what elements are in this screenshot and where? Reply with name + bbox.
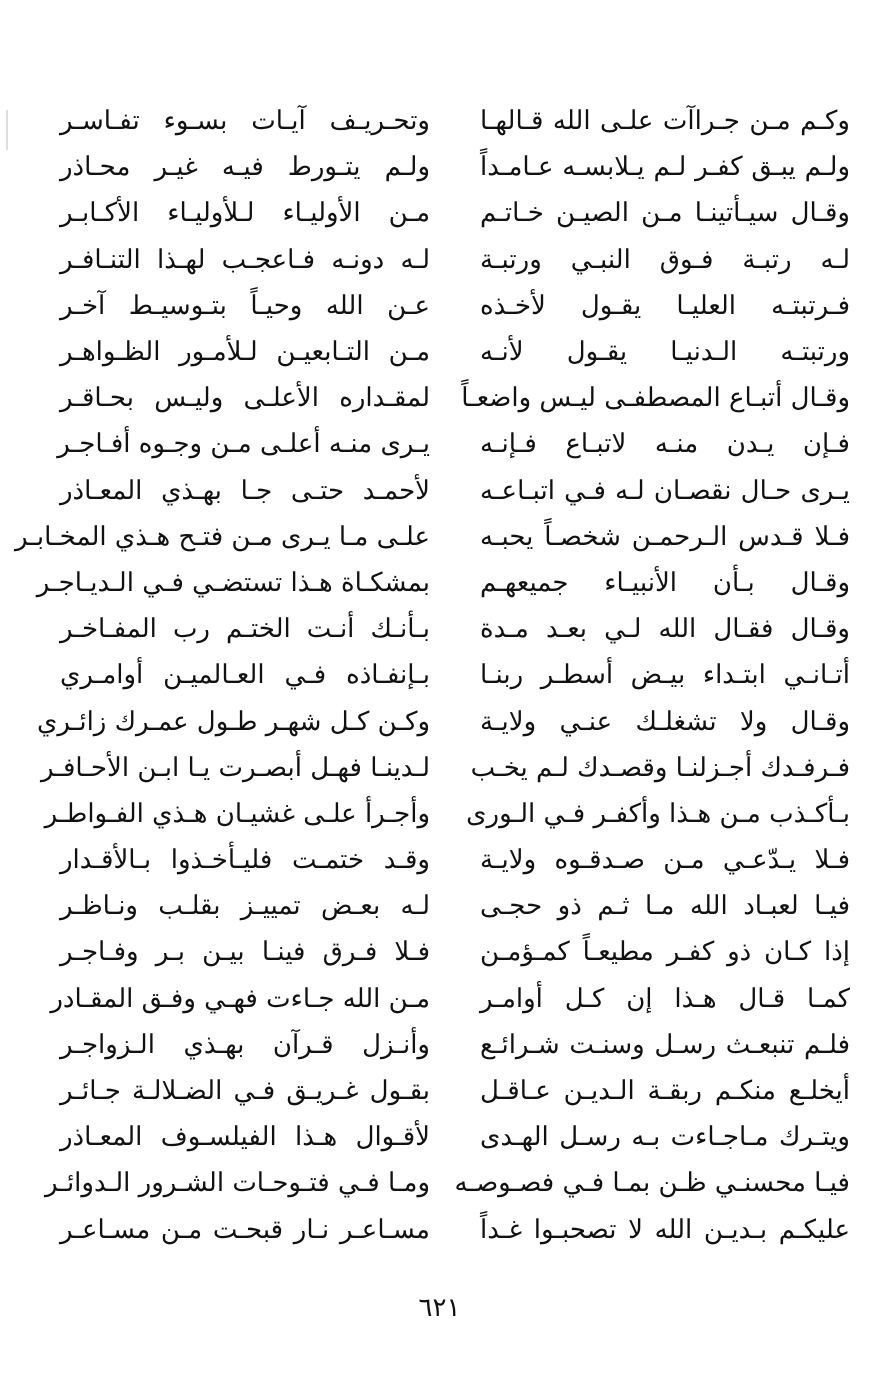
verse-row — [60, 283, 850, 329]
verse-first-hemistich: عليكـم بـديـن الله لا تصحبـوا غـداً — [480, 1214, 850, 1245]
verse-first-hemistich: لـه رتبـة فـوق النبـي ورتبـة — [480, 244, 850, 275]
verse-row — [57, 421, 850, 467]
verse-first-hemistich: أتـانـي ابتـداء بيـض أسطـر ربنـا — [480, 660, 850, 691]
verse-second-hemistich: بمشكـاة هـذا تستضـي فـي الـديـاجـر — [36, 567, 430, 598]
verse-second-hemistich: ولـم يتـورط فيـه غيـر محـاذر — [60, 152, 430, 183]
verse-first-hemistich: فـرفـدك أجـزلنـا وقصـدك لـم يخـب — [470, 752, 850, 783]
verse-second-hemistich: لـه دونـه فـاعجـب لهـذا التنـافـر — [60, 244, 430, 275]
verse-row — [60, 1022, 850, 1068]
verse-first-hemistich: وقـال بـأن الأنبيـاء جميعهـم — [480, 567, 850, 598]
verse-second-hemistich: لأقـوال هـذا الفيلسـوف المعـاذر — [60, 1122, 430, 1153]
verse-row — [60, 652, 850, 698]
verse-first-hemistich: يـرى حـال نقصـان لـه فـي اتبـاعـه — [480, 475, 850, 506]
verse-second-hemistich: لـه بعـض تمييـز بقلـب ونـاظـر — [60, 891, 430, 922]
verse-first-hemistich: وقـال أتبـاع المصطفـى ليـس واضعـاً — [461, 383, 850, 414]
verse-second-hemistich: مـن التـابعيـن لـلأمـور الظـواهـر — [60, 337, 430, 368]
verse-first-hemistich: فـإن يـدن منـه لاتبـاع فـإنـه — [480, 429, 850, 460]
verse-row — [60, 237, 850, 283]
verse-first-hemistich: وقـال سيـأتينـا مـن الصيـن خـاتـم — [480, 198, 850, 229]
verse-second-hemistich: ومـا فـي فتـوحـات الشـرور الـدوائـر — [44, 1168, 430, 1199]
verse-second-hemistich: عـن الله وحيـاً بتـوسيـط آخـر — [60, 290, 430, 321]
verse-row — [60, 329, 850, 375]
verse-row — [60, 375, 850, 421]
page-number: ٦٢١ — [418, 1293, 461, 1323]
verse-first-hemistich: ويتـرك مـاجـاءت بـه رسـل الهـدى — [480, 1122, 850, 1153]
verse-row — [60, 1207, 850, 1253]
verse-second-hemistich: بـإنفـاذه فـي العـالميـن أوامـري — [60, 660, 430, 691]
verse-second-hemistich: وتحـريـف آيـات بسـوء تفـاسـر — [60, 106, 430, 137]
verse-first-hemistich: فيـا لعبـاد الله مـا ثـم ذو حجـى — [480, 891, 850, 922]
verse-second-hemistich: مـن الأوليـاء لـلأوليـاء الأكـابـر — [60, 198, 430, 229]
verse-row — [44, 1160, 850, 1206]
verse-second-hemistich: يـرى منـه أعلـى مـن وجـوه أفـاجـر — [57, 429, 430, 460]
verse-second-hemistich: لـدينـا فهـل أبصـرت يـا ابـن الأحـافـر — [41, 752, 430, 783]
poem-body — [14, 98, 850, 1258]
verse-row — [60, 1068, 850, 1114]
verse-row — [60, 468, 850, 514]
verse-first-hemistich: وقـال فقـال الله لـي بعـد مـدة — [480, 614, 850, 645]
verse-first-hemistich: فلـم تنبعـث رسـل وسنـت شـرائـع — [480, 1029, 850, 1060]
verse-row — [60, 1114, 850, 1160]
verse-second-hemistich: وكـن كـل شهـر طـول عمـرك زائـري — [37, 706, 430, 737]
verse-row — [60, 606, 850, 652]
verse-first-hemistich: إذا كـان ذو كفـر مطيعـاً كمـؤمـن — [480, 937, 850, 968]
verse-first-hemistich: فيـا محسنـي ظـن بمـا فـي فصـوصـه — [454, 1168, 850, 1199]
verse-row — [60, 98, 850, 144]
verse-first-hemistich: وقـال ولا تشغلـك عنـي ولايـة — [480, 706, 850, 737]
verse-first-hemistich: فـرتبتـه العليـا يقـول لأخـذه — [480, 290, 850, 321]
verse-second-hemistich: لأحمـد حتـى جـا بهـذي المعـاذر — [60, 475, 430, 506]
verse-row — [36, 560, 850, 606]
verse-second-hemistich: لمقـداره الأعلـى وليـس بحـاقـر — [60, 383, 430, 414]
verse-second-hemistich: مـن الله جـاءت فهـي وفـق المقـادر — [50, 983, 430, 1014]
verse-row — [50, 976, 850, 1022]
verse-row — [60, 190, 850, 236]
verse-row — [60, 883, 850, 929]
verse-first-hemistich: وكـم مـن جـراآت علـى الله قـالهـا — [480, 106, 850, 137]
verse-second-hemistich: بقـول غـريـق فـي الضـلالـة جـائـر — [60, 1076, 430, 1107]
verse-row — [60, 929, 850, 975]
verse-second-hemistich: علـى مـا يـرى مـن فتـح هـذي المخـابـر — [14, 521, 430, 552]
verse-row — [14, 514, 850, 560]
verse-first-hemistich: فـلا قـدس الـرحمـن شخصـاً يحبـه — [480, 521, 850, 552]
verse-row — [41, 745, 850, 791]
verse-first-hemistich: أيخلـع منكـم ربقـة الـديـن عـاقـل — [480, 1076, 850, 1107]
verse-second-hemistich: بـأنـك أنـت الختـم رب المفـاخـر — [60, 614, 430, 645]
verse-second-hemistich: وأجـرأ علـى غشيـان هـذي الفـواطـر — [44, 798, 430, 829]
verse-second-hemistich: مسـاعـر نـار قبحـت مـن مسـاعـر — [60, 1214, 430, 1245]
verse-second-hemistich: وقـد ختمـت فليـأخـذوا بـالأقـدار — [60, 845, 430, 876]
verse-first-hemistich: ورتبتـه الـدنيـا يقـول لأنـه — [480, 337, 850, 368]
verse-second-hemistich: فـلا فـرق فينـا بيـن بـر وفـاجـر — [60, 937, 430, 968]
verse-row — [60, 144, 850, 190]
verse-first-hemistich: فـلا يـدّعـي مـن صـدقـوه ولايـة — [480, 845, 850, 876]
verse-row — [44, 791, 850, 837]
verse-second-hemistich: وأنـزل قـرآن بهـذي الـزواجـر — [60, 1029, 430, 1060]
scan-margin-mark — [6, 110, 8, 150]
verse-first-hemistich: بـأكـذب مـن هـذا وأكفـر فـي الـورى — [466, 798, 850, 829]
verse-row — [37, 698, 850, 744]
verse-first-hemistich: ولـم يبـق كفـر لـم يـلابسـه عـامـداً — [480, 152, 850, 183]
verse-first-hemistich: كمـا قـال هـذا إن كـل أوامـر — [480, 983, 850, 1014]
verse-row — [60, 837, 850, 883]
